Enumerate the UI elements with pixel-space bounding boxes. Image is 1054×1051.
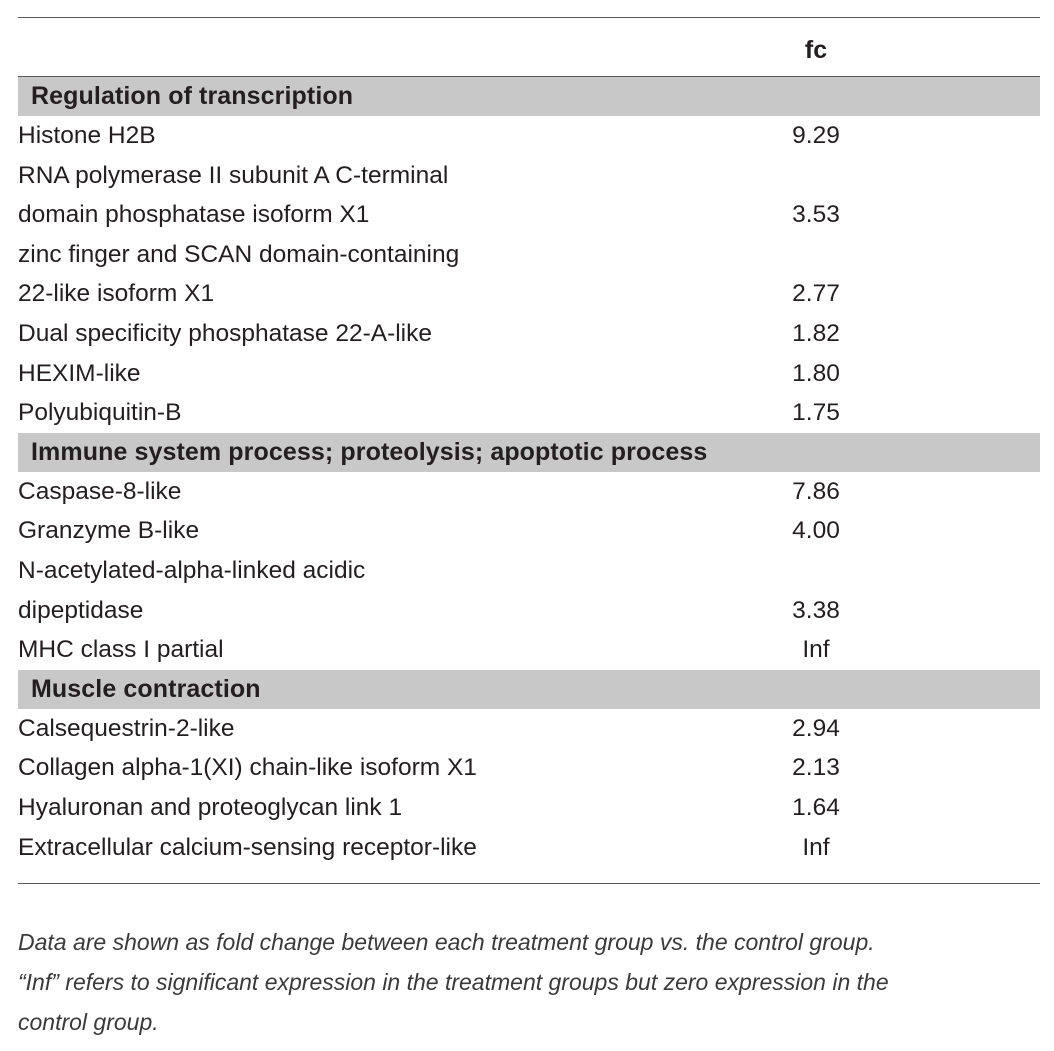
bottom-rule: [18, 883, 1040, 884]
gene-name: N-acetylated-alpha-linked acidic: [18, 556, 366, 584]
section-header: Immune system process; proteolysis; apoptotic process: [18, 433, 1040, 472]
table-row: [18, 788, 1040, 828]
data-table: [18, 17, 1040, 884]
fc-value: 2.77: [792, 280, 840, 308]
gene-name: Calsequestrin-2-like: [18, 714, 235, 742]
gene-name: Granzyme B-like: [18, 517, 200, 545]
fc-value: 1.80: [792, 359, 840, 387]
footnote-line: control group.: [18, 1009, 159, 1035]
table-row: [18, 393, 1040, 433]
gene-name: dipeptidase: [18, 596, 144, 624]
gene-name: HEXIM-like: [18, 359, 141, 387]
gene-name: Dual specificity phosphatase 22-A-like: [18, 319, 432, 347]
table-row: [18, 511, 1040, 551]
table-row: [18, 828, 1040, 868]
gene-name: 22-like isoform X1: [18, 280, 215, 308]
table-header-row: [18, 18, 1040, 76]
gene-name: domain phosphatase isoform X1: [18, 201, 370, 229]
table-footnote: [18, 922, 1040, 1042]
fc-value: 3.38: [792, 596, 840, 624]
fc-value: 3.53: [792, 201, 840, 229]
section-header: Regulation of transcription: [18, 77, 1040, 116]
gene-name: Hyaluronan and proteoglycan link 1: [18, 793, 403, 821]
table-row: [18, 354, 1040, 394]
gene-name: Caspase-8-like: [18, 477, 182, 505]
table-row: [18, 472, 1040, 512]
fc-value: 2.13: [792, 754, 840, 782]
fc-value: 4.00: [792, 517, 840, 545]
table-row: [18, 156, 1040, 235]
gene-name: MHC class I partial: [18, 636, 224, 664]
table-row: [18, 630, 1040, 670]
section-header: Muscle contraction: [18, 670, 1040, 709]
table-row: [18, 551, 1040, 630]
fc-value: 1.64: [792, 793, 840, 821]
fc-value: 1.82: [792, 319, 840, 347]
fc-value: Inf: [802, 833, 830, 861]
gene-name: Polyubiquitin-B: [18, 399, 182, 427]
table-row: [18, 709, 1040, 749]
fc-column-header: fc: [804, 36, 828, 64]
table-body: [18, 77, 1040, 867]
fc-value: 2.94: [792, 714, 840, 742]
fc-value: 7.86: [792, 477, 840, 505]
footnote-line: “Inf” refers to significant expression in the treatment groups but zero expression in the: [18, 969, 889, 995]
fc-value: Inf: [802, 636, 830, 664]
fc-value: 9.29: [792, 122, 840, 149]
footnote-line: Data are shown as fold change between each treatment group vs. the control group.: [18, 929, 875, 955]
gene-name: Extracellular calcium-sensing receptor-like: [18, 833, 477, 861]
table-row: [18, 748, 1040, 788]
fc-value: 1.75: [792, 399, 840, 427]
gene-name: RNA polymerase II subunit A C-terminal: [18, 161, 449, 189]
gene-name: zinc finger and SCAN domain-containing: [18, 240, 460, 268]
gene-name: Histone H2B: [18, 122, 156, 149]
table-row: [18, 314, 1040, 354]
table-row: [18, 235, 1040, 314]
gene-name: Collagen alpha-1(XI) chain-like isoform X1: [18, 754, 477, 782]
table-row: [18, 116, 1040, 156]
